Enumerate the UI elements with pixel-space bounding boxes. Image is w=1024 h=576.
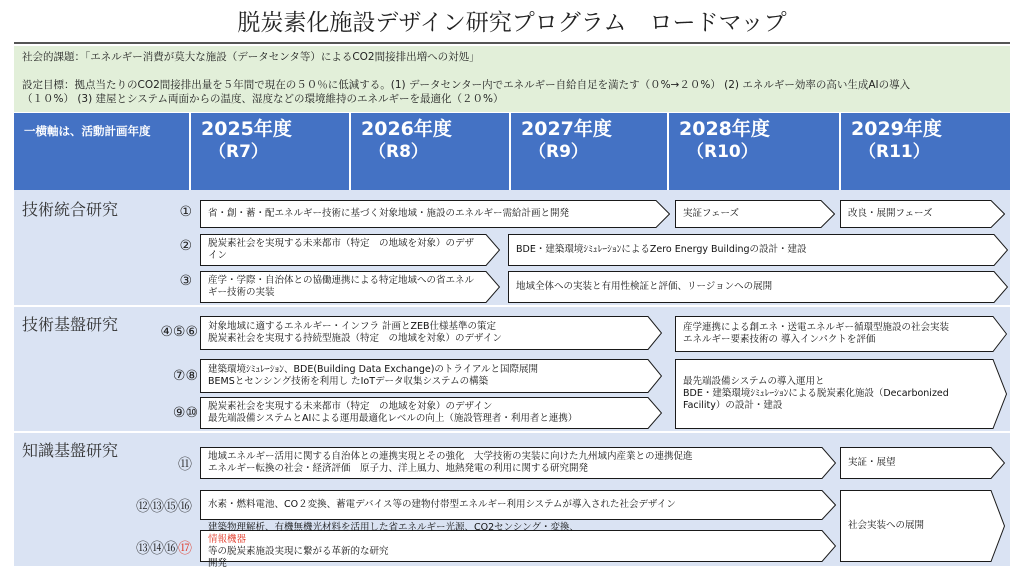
axis-note-cell bbox=[14, 113, 189, 190]
reiwa-label: （R10） bbox=[687, 142, 758, 162]
roadmap-arrow: 社会実装への展開 bbox=[840, 490, 1005, 562]
roadmap-arrow: 地域全体への実装と有用性検証と評価、リージョンへの展開 bbox=[508, 271, 1008, 303]
item-number: ① bbox=[179, 204, 192, 220]
category-foundation: 技術基盤研究 bbox=[22, 315, 119, 334]
reiwa-label: （R8） bbox=[369, 142, 428, 162]
roadmap-arrow: 水素・燃料電池、CO２変換、蓄電デバイス等の建物付帯型エネルギー利用システムが導入された社会デザイン bbox=[200, 490, 836, 520]
year-label: 2026年度 bbox=[361, 118, 452, 140]
roadmap-arrow: 建築物理解析、有機無機光材料を活用した省エネルギー光源、CO2センシング・変換、 情報機器 等の脱炭素施設実現に繋がる革新的な研究 開発 bbox=[200, 530, 836, 562]
roadmap-arrow: 脱炭素社会を実現する未来都市（特定 の地域を対象）のデザイン 最先端設備システムとAIによる運用最適化レベルの向上（施設管理者・利用者と連携） bbox=[200, 397, 662, 429]
roadmap-arrow: BDE・建築環境ｼﾐｭﾚｰｼｮﾝによるZero Energy Buildingの設計・建設 bbox=[508, 234, 1008, 266]
highlight-text: 情報機器 bbox=[208, 534, 247, 545]
item-number: ⑬⑭⑯⑰ bbox=[136, 541, 192, 557]
reiwa-label: （R11） bbox=[859, 142, 930, 162]
section-divider bbox=[14, 431, 1010, 433]
year-label: 2028年度 bbox=[679, 118, 770, 140]
item-number: ② bbox=[179, 238, 192, 254]
social-issue-text: 社会的課題：「エネルギー消費が莫大な施設（データセンタ等）によるCO2間接排出増への対処」 bbox=[22, 51, 480, 63]
reiwa-label: （R9） bbox=[529, 142, 588, 162]
section-divider bbox=[14, 305, 1010, 307]
category-integration: 技術統合研究 bbox=[22, 200, 119, 219]
year-cell-2026 bbox=[349, 113, 509, 190]
roadmap-arrow: 最先端設備システムの導入運用と BDE・建築環境ｼﾐｭﾚｰｼｮﾝによる脱炭素化施設（Decarbonized Facility）の設計・建設 bbox=[675, 359, 1007, 429]
reiwa-label: （R7） bbox=[209, 142, 268, 162]
year-header bbox=[14, 113, 1010, 190]
item-number: ④⑤⑥ bbox=[160, 324, 198, 340]
roadmap-arrow: 地域エネルギー活用に関する自治体との連携実現とその強化 大学技術の実装に向けた九州域内産業との連携促進 エネルギー転換の社会・経済評価 原子力、洋上風力、地熱発電の利用に関する研究開発 bbox=[200, 447, 836, 479]
roadmap-arrow: 実証フェーズ bbox=[675, 200, 835, 228]
roadmap-arrow: 建築環境ｼﾐｭﾚｰｼｮﾝ、BDE(Building Data Exchange)のトライアルと国際展開 BEMSとセンシング技術を利用し たIoTデータ収集システムの構築 bbox=[200, 359, 662, 393]
target-goal-text: 設定目標：拠点当たりのCO2間接排出量を５年間で現在の５０％に低減する。(1) データセンター内でエネルギー自給自足を満たす（０%→２０%） (2) エネルギー効率の高い生成AIの導入 （１０%） (3) 建屋とシステム両面からの温度、湿度などの環境維持のエネルギーを最適化（２０%） bbox=[22, 79, 911, 105]
page-title: 脱炭素化施設デザイン研究プログラム ロードマップ bbox=[237, 10, 787, 36]
year-cell-2029 bbox=[839, 113, 1010, 190]
roadmap-arrow: 産学連携による創エネ・送電エネルギー循環型施設の社会実装 エネルギー要素技術の 導入インパクトを評価 bbox=[675, 316, 1007, 352]
roadmap-arrow: 改良・展開フェーズ bbox=[840, 200, 1005, 228]
roadmap-arrow: 脱炭素社会を実現する未来都市（特定 の地域を対象）のデザ イン bbox=[200, 234, 500, 266]
axis-note: 一横軸は、活動計画年度 bbox=[24, 124, 151, 138]
item-number: ⑫⑬⑮⑯ bbox=[136, 499, 192, 515]
item-number: ⑪ bbox=[178, 457, 192, 473]
year-label: 2027年度 bbox=[521, 118, 612, 140]
item-number: ⑦⑧ bbox=[172, 368, 198, 384]
goal-panel bbox=[14, 46, 1010, 112]
item-number: ⑨⑩ bbox=[172, 405, 198, 421]
roadmap-arrow: 実証・展望 bbox=[840, 447, 1005, 479]
year-label: 2025年度 bbox=[201, 118, 292, 140]
year-cell-2028 bbox=[667, 113, 839, 190]
item-number: ③ bbox=[179, 273, 192, 289]
year-cell-2025 bbox=[189, 113, 349, 190]
roadmap-arrow: 省・創・蓄・配エネルギー技術に基づく対象地域・施設のエネルギー需給計画と開発 bbox=[200, 200, 670, 228]
year-label: 2029年度 bbox=[851, 118, 942, 140]
category-knowledge: 知識基盤研究 bbox=[22, 441, 119, 460]
title-underline bbox=[14, 42, 1010, 44]
year-cell-2027 bbox=[509, 113, 667, 190]
roadmap-arrow: 産学・学際・自治体との協働連携による特定地域への省エネル ギー技術の実装 bbox=[200, 271, 500, 303]
roadmap-arrow: 対象地域に適するエネルギー・インフラ 計画とZEB仕様基準の策定 脱炭素社会を実現する持続型施設（特定 の地域を対象）のデザイン bbox=[200, 316, 662, 350]
